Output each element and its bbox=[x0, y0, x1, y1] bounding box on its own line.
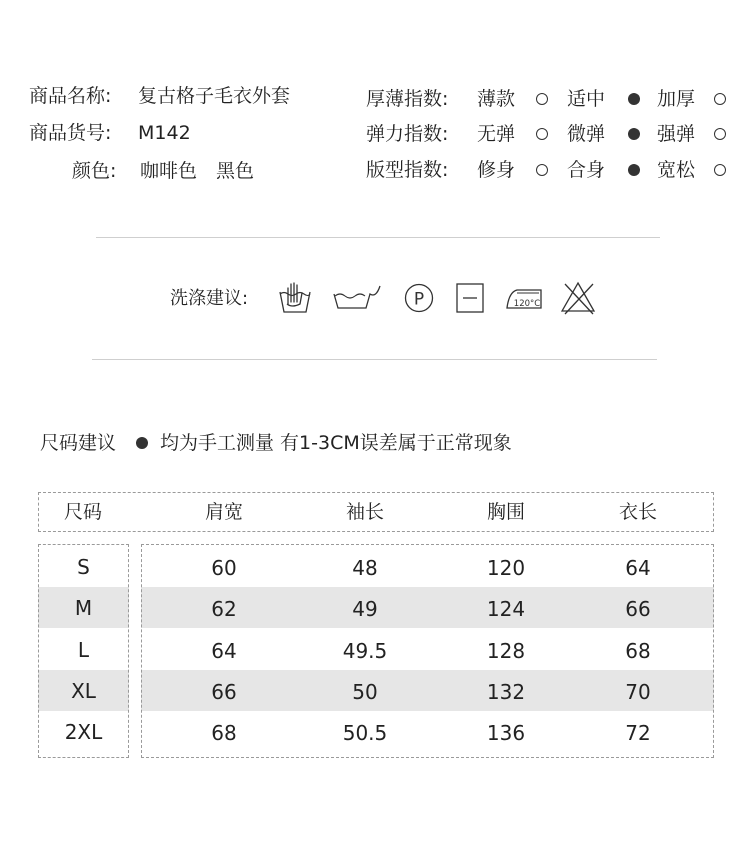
divider-top bbox=[96, 237, 660, 238]
thickness-index-label: 厚薄指数: bbox=[366, 88, 449, 110]
cell-chest: 136 bbox=[486, 721, 526, 745]
fit-radio-loose bbox=[714, 164, 726, 176]
cell-shoulder: 66 bbox=[211, 680, 237, 704]
elasticity-option-slight: 微弹 bbox=[567, 123, 606, 145]
elasticity-option-strong: 强弹 bbox=[657, 123, 696, 145]
washing-label: 洗涤建议: bbox=[170, 288, 249, 309]
thickness-radio-thick bbox=[714, 93, 726, 105]
header-length: 衣长 bbox=[618, 501, 657, 523]
dry-clean-letter: P bbox=[413, 289, 425, 310]
product-name-label: 商品名称: bbox=[29, 85, 112, 107]
cell-size: S bbox=[77, 555, 90, 579]
cell-sleeve: 48 bbox=[352, 556, 378, 580]
cell-sleeve: 50 bbox=[352, 680, 378, 704]
fit-option-regular: 合身 bbox=[567, 159, 606, 181]
machine-wash-icon bbox=[332, 280, 382, 316]
fit-radio-regular bbox=[628, 164, 640, 176]
bullet-dot bbox=[136, 437, 148, 449]
cell-length: 68 bbox=[625, 639, 651, 663]
product-color-value-2: 黑色 bbox=[216, 160, 255, 182]
cell-size: M bbox=[74, 596, 93, 620]
cell-size: 2XL bbox=[64, 720, 103, 744]
cell-length: 72 bbox=[625, 721, 651, 745]
elasticity-option-none: 无弹 bbox=[477, 123, 516, 145]
thickness-radio-medium bbox=[628, 93, 640, 105]
thickness-option-medium: 适中 bbox=[567, 88, 606, 110]
cell-length: 64 bbox=[625, 556, 651, 580]
cell-chest: 132 bbox=[486, 680, 526, 704]
cell-shoulder: 68 bbox=[211, 721, 237, 745]
cell-shoulder: 60 bbox=[211, 556, 237, 580]
cell-chest: 120 bbox=[486, 556, 526, 580]
header-chest: 胸围 bbox=[486, 501, 525, 523]
line-dry-icon bbox=[455, 280, 487, 316]
hand-wash-icon bbox=[278, 280, 312, 316]
size-section-title: 尺码建议 bbox=[40, 432, 117, 454]
dry-clean-p-icon bbox=[404, 280, 436, 316]
cell-size: L bbox=[77, 638, 90, 662]
cell-size: XL bbox=[71, 679, 96, 703]
cell-sleeve: 49 bbox=[352, 597, 378, 621]
header-shoulder: 肩宽 bbox=[204, 501, 243, 523]
thickness-option-thin: 薄款 bbox=[477, 88, 516, 110]
fit-option-slim: 修身 bbox=[477, 159, 516, 181]
header-size: 尺码 bbox=[63, 501, 102, 523]
thickness-radio-thin bbox=[536, 93, 548, 105]
cell-sleeve: 50.5 bbox=[342, 721, 388, 745]
thickness-option-thick: 加厚 bbox=[657, 88, 696, 110]
elasticity-radio-none bbox=[536, 128, 548, 140]
elasticity-index-label: 弹力指数: bbox=[366, 123, 449, 145]
size-section-note: 均为手工测量 有1-3CM误差属于正常现象 bbox=[160, 432, 512, 454]
divider-bottom bbox=[92, 359, 657, 360]
do-not-bleach-icon bbox=[561, 280, 597, 316]
cell-shoulder: 64 bbox=[211, 639, 237, 663]
product-name-value: 复古格子毛衣外套 bbox=[138, 85, 291, 107]
product-color-label: 颜色: bbox=[72, 160, 117, 182]
cell-chest: 124 bbox=[486, 597, 526, 621]
fit-radio-slim bbox=[536, 164, 548, 176]
fit-index-label: 版型指数: bbox=[366, 159, 449, 181]
header-sleeve: 袖长 bbox=[345, 501, 384, 523]
cell-length: 70 bbox=[625, 680, 651, 704]
product-color-value-1: 咖啡色 bbox=[140, 160, 198, 182]
iron-temp-text: 120°C bbox=[513, 299, 541, 309]
cell-sleeve: 49.5 bbox=[342, 639, 388, 663]
cell-length: 66 bbox=[625, 597, 651, 621]
iron-120c-icon bbox=[505, 280, 545, 316]
elasticity-radio-slight bbox=[628, 128, 640, 140]
elasticity-radio-strong bbox=[714, 128, 726, 140]
product-sku-label: 商品货号: bbox=[29, 122, 112, 144]
product-sku-value: M142 bbox=[138, 122, 191, 144]
cell-shoulder: 62 bbox=[211, 597, 237, 621]
cell-chest: 128 bbox=[486, 639, 526, 663]
fit-option-loose: 宽松 bbox=[657, 159, 696, 181]
